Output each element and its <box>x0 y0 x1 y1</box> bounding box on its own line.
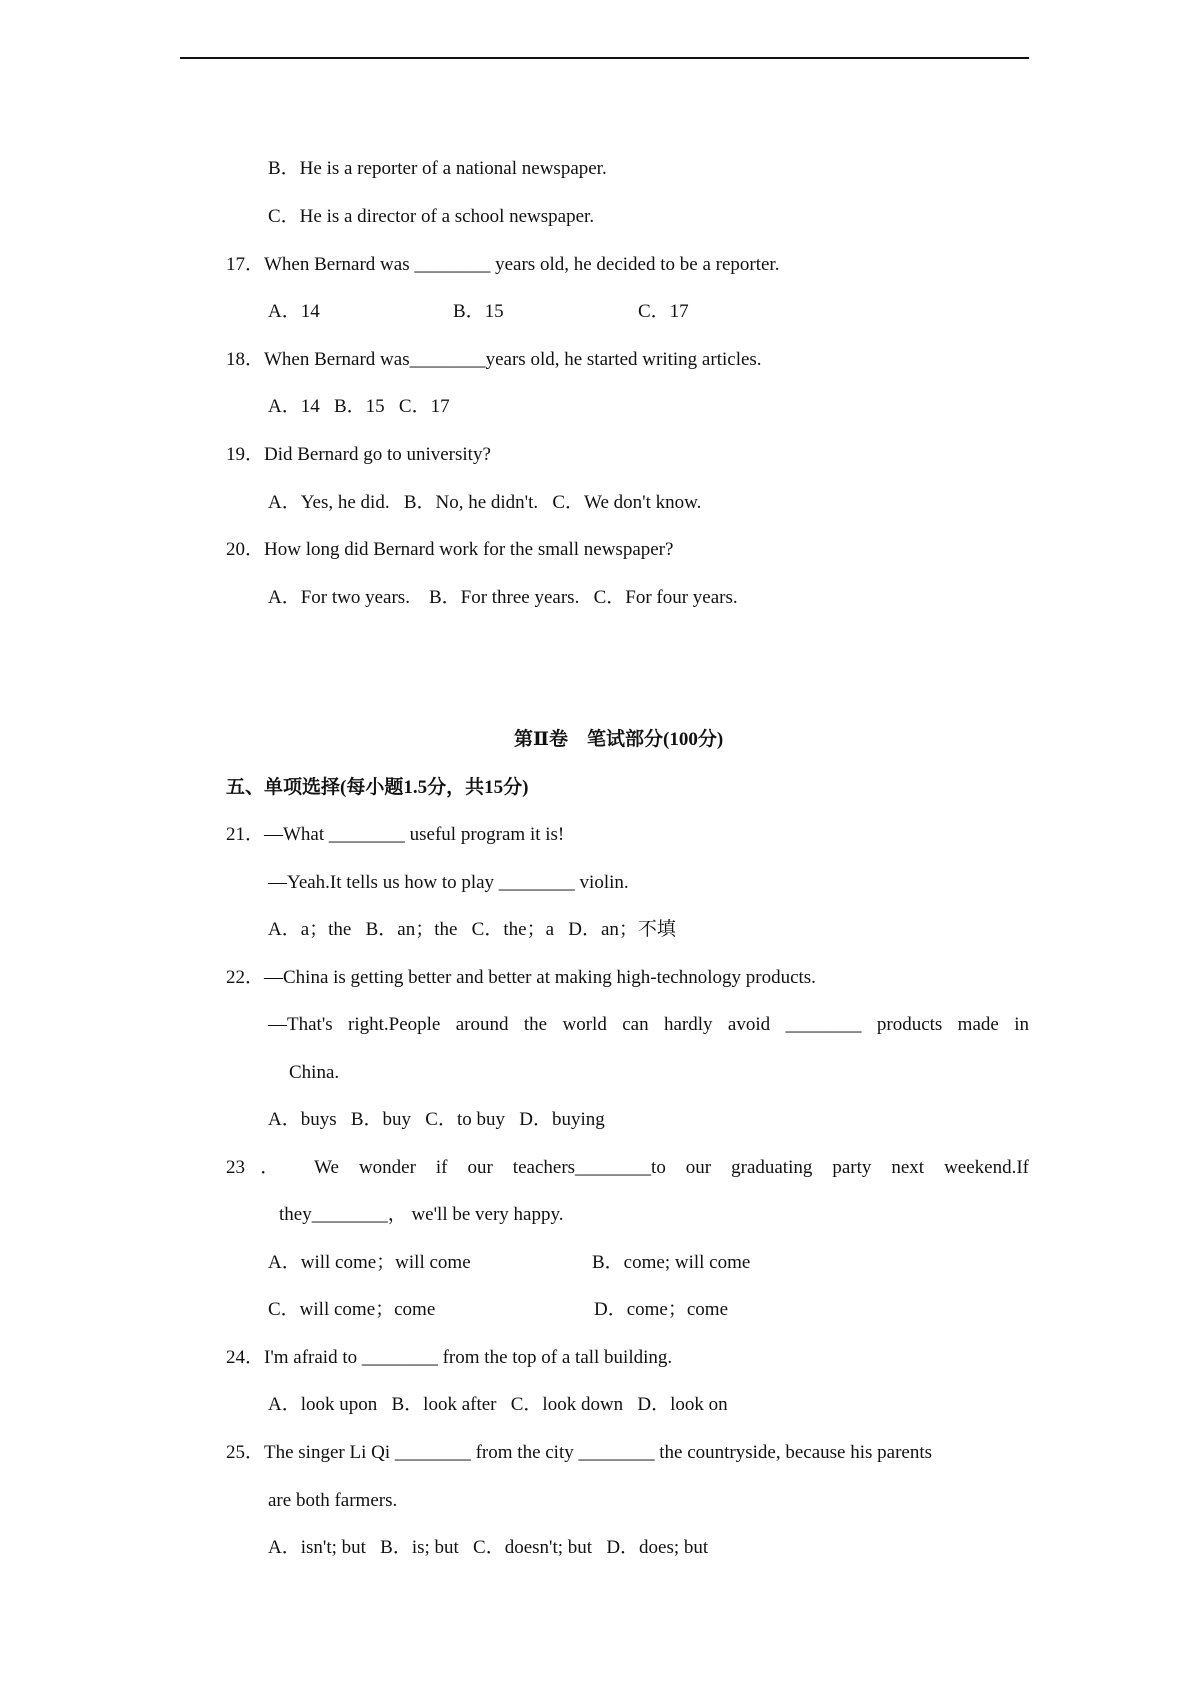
q20-options: A．For two years. B．For three years. C．For four years. <box>268 587 738 608</box>
q23-line2: they________， we'll be very happy. <box>279 1204 564 1225</box>
q24-stem: 24．I'm afraid to ________ from the top of a tall building. <box>226 1347 673 1368</box>
q22-line2: —That's right.People around the world can hardly avoid ________ products made in <box>268 1014 1029 1035</box>
section-title: 五、单项选择(每小题1.5分，共15分) <box>226 777 529 798</box>
q19-options: A．Yes, he did. B．No, he didn't. C．We don't know. <box>268 492 702 513</box>
q17-stem: 17．When Bernard was ________ years old, he decided to be a reporter. <box>226 254 780 275</box>
q22-options: A．buys B．buy C．to buy D．buying <box>268 1109 605 1130</box>
q20-stem: 20．How long did Bernard work for the small newspaper? <box>226 539 674 560</box>
q21-options: A．a；the B．an；the C．the；a D．an；不填 <box>268 919 676 940</box>
q17-option-c: C．17 <box>638 301 689 322</box>
q17-option-b: B．15 <box>453 301 504 322</box>
q25-options: A．isn't; but B．is; but C．doesn't; but D．does; but <box>268 1537 709 1558</box>
q24-options: A．look upon B．look after C．look down D．look on <box>268 1394 728 1415</box>
header-rule <box>180 57 1029 59</box>
q23-option-d: D．come；come <box>594 1299 729 1320</box>
q23-option-b: B．come; will come <box>592 1252 751 1273</box>
q23-line1: 23． We wonder if our teachers________to our graduating party next weekend.If <box>226 1157 1029 1178</box>
part-title: 第Ⅱ卷 笔试部分(100分) <box>514 729 724 750</box>
q19-stem: 19．Did Bernard go to university? <box>226 444 491 465</box>
q22-line3: China. <box>289 1062 340 1083</box>
q22-line1: 22．—China is getting better and better at making high-technology products. <box>226 967 816 988</box>
q16-option-b: B．He is a reporter of a national newspaper. <box>268 158 607 179</box>
q16-option-c: C．He is a director of a school newspaper. <box>268 206 595 227</box>
q18-stem: 18．When Bernard was________years old, he started writing articles. <box>226 349 762 370</box>
q23-option-c: C．will come；come <box>268 1299 436 1320</box>
q23-option-a: A．will come；will come <box>268 1252 471 1273</box>
q25-line2: are both farmers. <box>268 1490 398 1511</box>
q21-line1: 21．—What ________ useful program it is! <box>226 824 565 845</box>
q25-line1: 25．The singer Li Qi ________ from the city ________ the countryside, because his parents <box>226 1442 933 1463</box>
q17-option-a: A．14 <box>268 301 320 322</box>
q18-options: A．14 B．15 C．17 <box>268 396 450 417</box>
q21-line2: —Yeah.It tells us how to play ________ violin. <box>268 872 629 893</box>
